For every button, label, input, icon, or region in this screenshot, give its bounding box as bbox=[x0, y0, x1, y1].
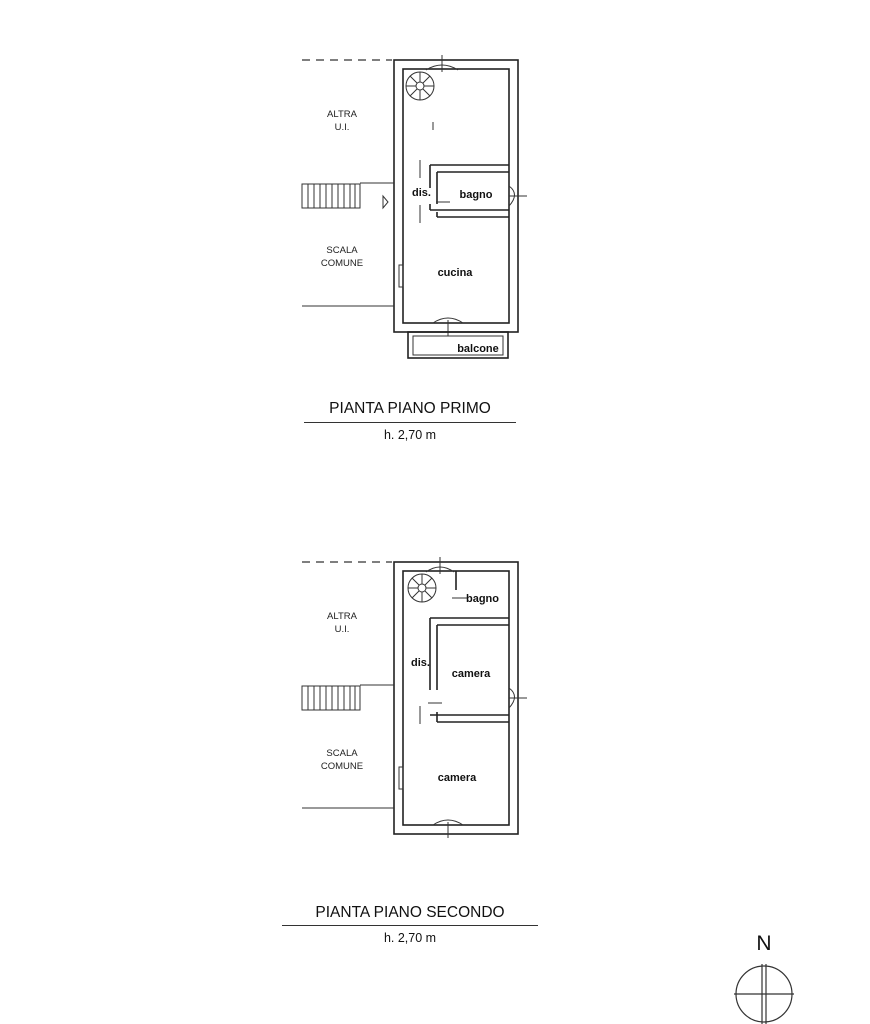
first-floor-title-rule bbox=[304, 422, 516, 423]
second-floor-room-camera-2: camera bbox=[437, 772, 477, 784]
first-floor-entrance-door bbox=[383, 196, 388, 208]
first-floor-plan bbox=[302, 55, 527, 358]
first-floor-room-bagno: bagno bbox=[459, 189, 493, 201]
second-floor-height: h. 2,70 m bbox=[383, 931, 437, 945]
first-floor-height: h. 2,70 m bbox=[383, 428, 437, 442]
second-floor-room-bagno: bagno bbox=[466, 593, 499, 605]
second-floor-spiral-stair bbox=[408, 574, 436, 602]
second-floor-common-stair bbox=[302, 686, 360, 710]
second-floor-title-rule bbox=[282, 925, 538, 926]
second-floor-room-camera-1: camera bbox=[451, 668, 491, 680]
second-floor-room-dis: dis. bbox=[411, 657, 430, 669]
first-floor-spiral-stair bbox=[406, 72, 434, 100]
compass-north-label: N bbox=[756, 932, 772, 955]
second-floor-title: PIANTA PIANO SECONDO bbox=[315, 904, 505, 921]
first-floor-room-balcone: balcone bbox=[457, 343, 499, 355]
first-floor-room-dis: dis. bbox=[412, 187, 431, 199]
first-floor-room-cucina: cucina bbox=[437, 267, 473, 279]
second-floor-label-scala: SCALA bbox=[326, 748, 358, 759]
second-floor-label-comune: COMUNE bbox=[320, 761, 364, 772]
second-floor-plan bbox=[302, 557, 527, 838]
first-floor-label-ui: U.I. bbox=[334, 122, 350, 133]
first-floor-label-comune: COMUNE bbox=[320, 258, 364, 269]
first-floor-label-altra: ALTRA bbox=[327, 109, 357, 120]
first-floor-title: PIANTA PIANO PRIMO bbox=[329, 400, 491, 417]
first-floor-label-scala: SCALA bbox=[326, 245, 358, 256]
second-floor-label-ui: U.I. bbox=[334, 624, 350, 635]
north-compass-icon bbox=[734, 964, 794, 1024]
second-floor-inner-wall bbox=[403, 571, 509, 825]
second-floor-label-altra: ALTRA bbox=[327, 611, 357, 622]
second-floor-outer-wall bbox=[394, 562, 518, 834]
first-floor-common-stair bbox=[302, 184, 360, 208]
